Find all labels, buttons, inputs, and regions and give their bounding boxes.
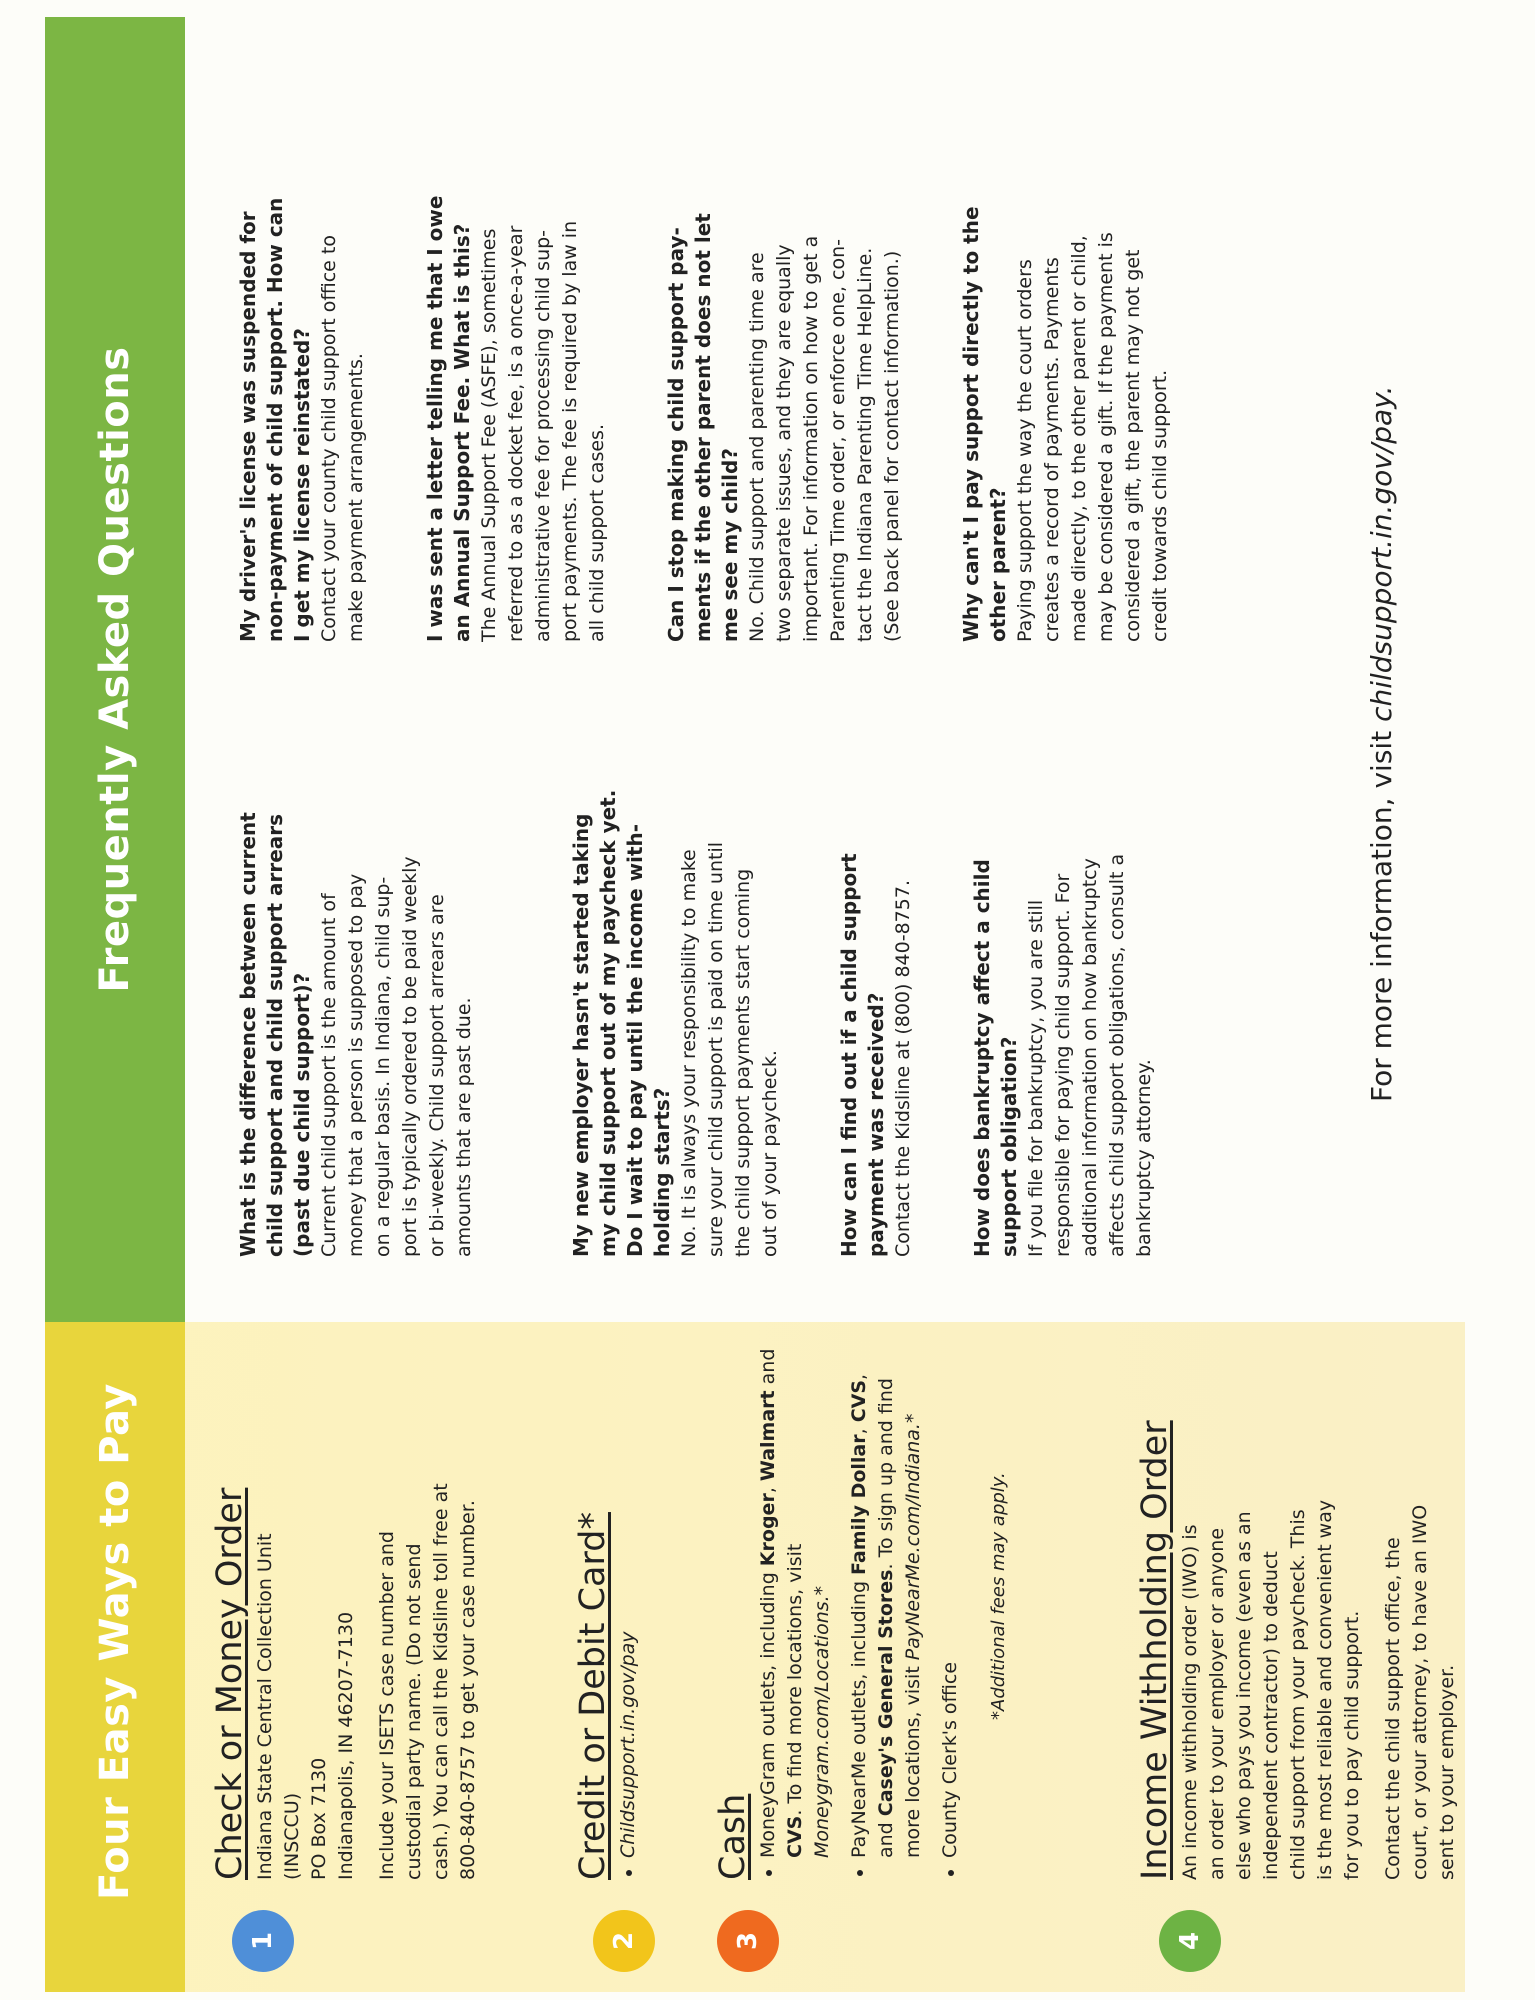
faq-answer: Paying support the way the court orders creates a record of payments. Payments made directly, to the other parent or child, may be considered a gift. If the payment is considered a gift, the parent may not get credit towards child support. xyxy=(1014,232,1171,642)
method-cash xyxy=(713,1342,1009,1972)
faq-answer: No. It is always your responsibility to make sure your child support is paid on time until the child support payments start coming out of your paycheck. xyxy=(678,841,781,1257)
faq-item xyxy=(958,52,1174,642)
faq-question: How can I find out if a child support payment was received? xyxy=(837,853,888,1257)
faq-answer: If you file for bankruptcy, you are still responsible for paying child support. For additional information on how bankruptcy affects child support obligations, consult a bankruptcy attorney. xyxy=(1025,853,1155,1257)
iwo-text-line: is the most reliable and convenient way xyxy=(1314,1499,1336,1880)
faq-column-right xyxy=(235,52,1226,642)
more-info-url[interactable]: childsupport.in.gov/pay. xyxy=(1365,385,1398,722)
iwo-text-line: for you to pay child support. xyxy=(1341,1610,1363,1880)
faq-item xyxy=(836,697,917,1257)
faq-panel xyxy=(45,17,1465,1322)
check-note-line: custodial party name. (Do not send xyxy=(403,1543,425,1880)
iwo-text-line: Contact the child support office, the xyxy=(1382,1537,1404,1880)
pay-panel-title: Four Easy Ways to Pay xyxy=(92,1383,138,1900)
faq-question: I was sent a letter telling me that I owe an Annual Support Fee. What is this? xyxy=(423,195,474,642)
method-credit-debit-card xyxy=(573,1342,652,1972)
iwo-text-line: court, or your attorney, to have an IWO xyxy=(1409,1504,1431,1880)
number-badge-3: 3 xyxy=(717,1910,779,1972)
faq-item xyxy=(969,697,1158,1257)
method-title-cash: Cash xyxy=(713,1793,753,1880)
address-line: (INSCCU) xyxy=(281,1792,303,1880)
faq-question: Why can't I pay support directly to the other parent? xyxy=(959,206,1010,642)
faq-item xyxy=(663,52,906,642)
faq-item xyxy=(235,52,370,642)
faq-item xyxy=(568,697,784,1257)
faq-question: What is the difference between current child support and child support arrears (past due child support)? xyxy=(236,812,314,1257)
iwo-text-line: An income withholding order (IWO) is xyxy=(1179,1524,1201,1880)
faq-item xyxy=(235,697,478,1257)
method-title-iwo: Income Withholding Order xyxy=(1135,1420,1175,1880)
address-line: Indianapolis, IN 46207-7130 xyxy=(335,1611,357,1880)
faq-panel-header xyxy=(45,17,185,1322)
number-badge-1: 1 xyxy=(232,1910,294,1972)
cash-option-moneygram: • MoneyGram outlets, including Kroger, Walmart and CVS. To find more locations, visit Moneygram.com/Locations.* xyxy=(755,1342,836,1858)
iwo-text-line: else who pays you income (even as an xyxy=(1233,1511,1255,1880)
faq-question: My new employer hasn't started taking my child support out of my paycheck yet. Do I wait to pay until the income with- holding starts? xyxy=(569,789,674,1257)
faq-item xyxy=(422,52,611,642)
cash-option-paynearme: • PayNearMe outlets, including Family Dollar, CVS, and Casey's General Stores. To sign up and find more locations, visit PayNearMe.com/Indiana.* xyxy=(846,1342,927,1858)
pay-panel-header xyxy=(45,1322,185,1992)
faq-question: How does bankruptcy affect a child support obligation? xyxy=(970,859,1021,1257)
number-badge-4: 4 xyxy=(1159,1910,1221,1972)
four-ways-to-pay-panel xyxy=(45,1322,1465,1992)
moneygram-url[interactable]: Moneygram.com/Locations.* xyxy=(811,1585,833,1858)
method-title-check: Check or Money Order xyxy=(210,1487,250,1880)
method-check-money-order xyxy=(210,1342,482,1972)
number-badge-2: 2 xyxy=(593,1910,655,1972)
iwo-text-line: sent to your employer. xyxy=(1436,1664,1458,1880)
iwo-text-line: an order to your employer or anyone xyxy=(1206,1527,1228,1880)
cash-option-county-clerk: • County Clerk's office xyxy=(937,1342,964,1858)
iwo-text-line: independent contractor) to deduct xyxy=(1260,1551,1282,1880)
faq-column-left xyxy=(235,697,1210,1257)
method-title-card: Credit or Debit Card* xyxy=(573,1512,613,1880)
paynearme-url[interactable]: PayNearMe.com/Indiana.* xyxy=(902,1413,924,1661)
faq-answer: No. Child support and parenting time are two separate issues, and they are equally important. For information on how to get a Parenting Time order, or enforce one, con- tact the Indiana Parenting Time HelpLine. (See back panel for contact information.) xyxy=(746,235,903,642)
faq-panel-title: Frequently Asked Questions xyxy=(92,346,138,993)
faq-answer: Contact your county child support office to make payment arrangements. xyxy=(318,235,367,642)
faq-question: Can I stop making child support pay- ments if the other parent does not let me see my child? xyxy=(664,213,742,642)
faq-answer: Contact the Kidsline at (800) 840-8757. xyxy=(892,880,914,1257)
iwo-text-line: child support from your paycheck. This xyxy=(1287,1509,1309,1880)
method-income-withholding xyxy=(1135,1342,1461,1972)
more-information-footer: For more information, visit childsupport.in.gov/pay. xyxy=(1365,385,1398,1102)
address-line: PO Box 7130 xyxy=(308,1757,330,1880)
address-line: Indiana State Central Collection Unit xyxy=(254,1533,276,1880)
faq-answer: Current child support is the amount of money that a person is supposed to pay on a regular basis. In Indiana, child sup- port is typically ordered to be paid weekly or bi-weekly. Child support arrears are amounts that are past due. xyxy=(318,856,475,1257)
card-payment-url[interactable]: • Childsupport.in.gov/pay xyxy=(615,1342,642,1858)
check-note-line: cash.) You can call the Kidsline toll free at xyxy=(430,1483,452,1880)
check-note-line: 800-840-8757 to get your case number. xyxy=(457,1500,479,1880)
additional-fees-note: *Additional fees may apply. xyxy=(988,1472,1009,1720)
faq-answer: The Annual Support Fee (ASFE), sometimes referred to as a docket fee, is a once-a-year administrative fee for processing child sup- port payments. The fee is required by law in all child support cases. xyxy=(478,220,608,642)
check-note-line: Include your ISETS case number and xyxy=(376,1531,398,1880)
faq-question: My driver's license was suspended for non-payment of child support. How can I get my license reinstated? xyxy=(236,197,314,642)
